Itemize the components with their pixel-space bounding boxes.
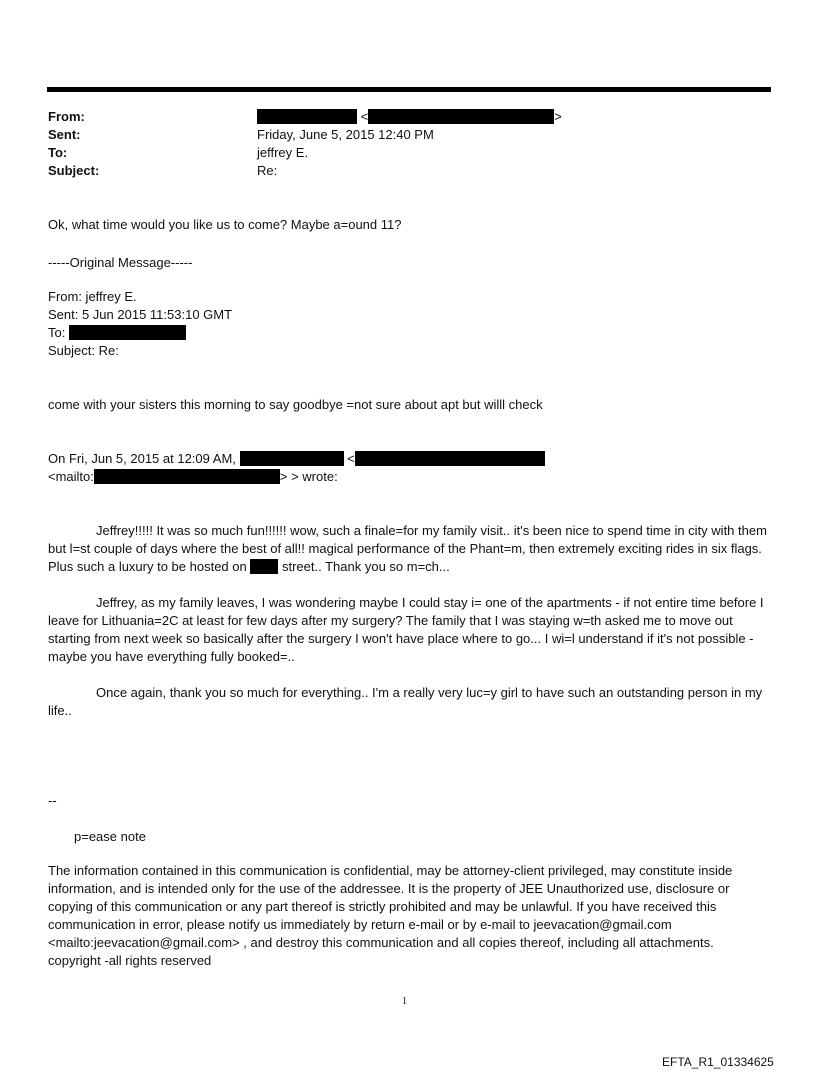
- quote-mailto: [48, 468, 768, 486]
- redaction-box: [368, 109, 554, 124]
- from-angle-open: <: [360, 109, 369, 124]
- from-angle-close: >: [554, 109, 562, 124]
- orig-subject: Subject: Re:: [48, 343, 119, 358]
- reply-line: Ok, what time would you like us to come? Maybe a=ound 11?: [48, 217, 402, 232]
- quoted-paragraph-1: [48, 522, 768, 576]
- orig-body: come with your sisters this morning to say goodbye =not sure about apt but willl check: [48, 397, 543, 412]
- quote-attribution: [48, 450, 768, 468]
- redaction-box: [257, 109, 357, 124]
- page-number: 1: [402, 996, 407, 1007]
- to-value: jeffrey E.: [257, 145, 309, 160]
- subject-value: Re:: [257, 163, 278, 178]
- redaction-box: [250, 559, 278, 574]
- redaction-box: [240, 451, 344, 466]
- signature-dash: --: [48, 793, 57, 808]
- orig-to: [48, 324, 768, 342]
- para1-text-a: Jeffrey!!!!! It was so much fun!!!!!! wow, such a finale=for my family visit.. it's been nice to spend time in city with them but l=st couple of days where the best of all!! magical performance of the Phant=m, then extremely exciting rides in six flags. Plus such a luxury to be hosted on: [48, 523, 767, 574]
- sent-value: Friday, June 5, 2015 12:40 PM: [257, 127, 434, 142]
- quote-angle-open: <: [347, 451, 355, 466]
- sent-label: Sent:: [48, 127, 81, 142]
- redaction-box: [355, 451, 545, 466]
- orig-to-label: To:: [48, 325, 66, 340]
- mailto-suffix: > > wrote:: [279, 469, 338, 484]
- subject-label: Subject:: [48, 163, 100, 178]
- redaction-box: [94, 469, 280, 484]
- quoted-paragraph-3: Once again, thank you so much for everything.. I'm a really very luc=y girl to have such an outstanding person in my life..: [48, 685, 763, 718]
- please-note: p=ease note: [74, 829, 146, 844]
- orig-sent: Sent: 5 Jun 2015 11:53:10 GMT: [48, 307, 233, 322]
- quote-prefix: On Fri, Jun 5, 2015 at 12:09 AM,: [48, 451, 236, 466]
- original-message-marker: -----Original Message-----: [48, 255, 193, 270]
- from-label: From:: [48, 109, 85, 124]
- disclaimer: The information contained in this communication is confidential, may be attorney-client privileged, may constitute inside information, and is intended only for the use of the addressee. It is the property of JEE Unauthorized use, disclosure or copying of this communication or any part thereof is strictly prohibited and may be unlawful. If you have received this communication in error, please notify us immediately by return e-mail or by e-mail to jeevacation@gmail.com <mailto:jeevacation@gmail.com> , and destroy this communication and all copies thereof, including all attachments. copyright -all rights reserved: [48, 863, 733, 968]
- redaction-box: [69, 325, 186, 340]
- para1-text-b: street.. Thank you so m=ch...: [281, 559, 450, 574]
- orig-from: From: jeffrey E.: [48, 289, 137, 304]
- mailto-prefix: <mailto:: [48, 469, 94, 484]
- quoted-paragraph-2: Jeffrey, as my family leaves, I was wondering maybe I could stay i= one of the apartments - if not entire time before I leave for Lithuania=2C at least for few days after my surgery? The family that I was staying w=th asked me to move out starting from next week so basically after the surgery I won't have place where to go... I wi=l understand if it's not possible - maybe you have everything fully booked=..: [48, 595, 764, 664]
- to-label: To:: [48, 145, 68, 160]
- document-id: EFTA_R1_01334625: [662, 1055, 774, 1069]
- header-rule: [47, 87, 771, 92]
- from-value: [257, 108, 562, 126]
